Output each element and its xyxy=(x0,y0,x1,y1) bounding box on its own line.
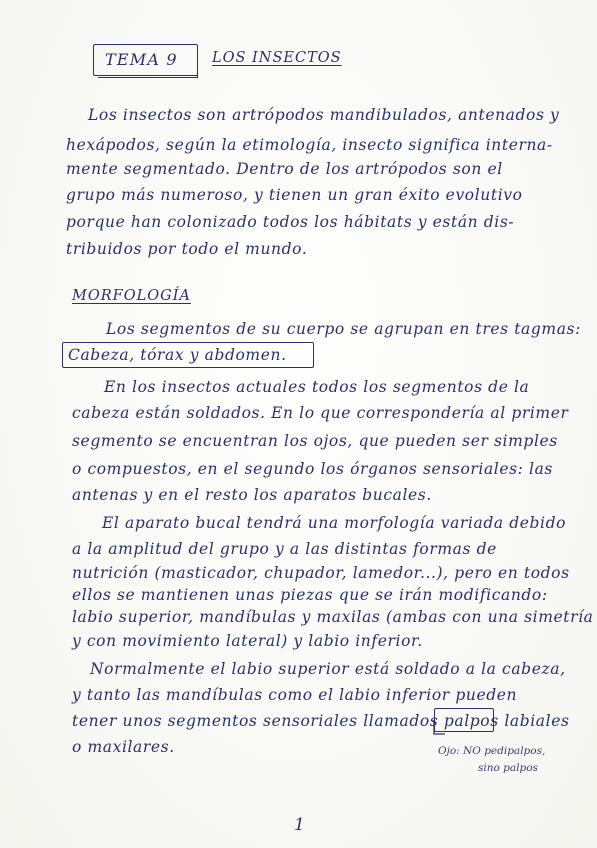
page-number: 1 xyxy=(294,815,305,835)
intro-line: Los insectos son artrópodos mandibulados, antenados y xyxy=(88,106,560,124)
topic-title: LOS INSECTOS xyxy=(212,50,342,66)
intro-line: hexápodos, según la etimología, insecto significa interna- xyxy=(66,136,553,154)
morf-line: El aparato bucal tendrá una morfología variada debido xyxy=(102,514,567,532)
morf-line: y con movimiento lateral) y labio inferior. xyxy=(72,632,423,650)
intro-line: tribuidos por todo el mundo. xyxy=(66,240,308,258)
morf-line: labio superior, mandíbulas y maxilas (ambas con una simetría xyxy=(72,608,594,626)
morf-line: Cabeza, tórax y abdomen. xyxy=(68,346,287,364)
intro-line: grupo más numeroso, y tienen un gran éxito evolutivo xyxy=(66,186,523,204)
morf-line: En los insectos actuales todos los segmentos de la xyxy=(104,378,530,396)
morf-line: tener unos segmentos sensoriales llamados palpos labiales xyxy=(72,712,570,730)
tema-label: TEMA 9 xyxy=(105,50,178,69)
arrow-down-icon xyxy=(431,720,447,738)
morf-line: a la amplitud del grupo y a las distintas formas de xyxy=(72,540,497,558)
morfologia-heading: MORFOLOGÍA xyxy=(72,288,191,304)
margin-note-line: Ojo: NO pedipalpos, xyxy=(438,745,546,757)
margin-note-line: sino palpos xyxy=(478,762,538,774)
morf-line: o compuestos, en el segundo los órganos sensoriales: las xyxy=(72,460,553,478)
intro-line: porque han colonizado todos los hábitats y están dis- xyxy=(66,213,515,231)
morf-line: antenas y en el resto los aparatos bucales. xyxy=(72,486,432,504)
morf-line: o maxilares. xyxy=(72,738,175,756)
morf-line: segmento se encuentran los ojos, que pueden ser simples xyxy=(72,432,558,450)
morf-line: nutrición (masticador, chupador, lamedor...), pero en todos xyxy=(72,564,570,582)
morf-line: Los segmentos de su cuerpo se agrupan en tres tagmas: xyxy=(106,320,581,338)
morf-line: y tanto las mandíbulas como el labio inferior pueden xyxy=(72,686,518,704)
morf-line: ellos se mantienen unas piezas que se irán modificando: xyxy=(72,586,548,604)
morf-line: cabeza están soldados. En lo que correspondería al primer xyxy=(72,404,569,422)
intro-line: mente segmentado. Dentro de los artrópodos son el xyxy=(66,160,503,178)
morf-line: Normalmente el labio superior está soldado a la cabeza, xyxy=(90,660,566,678)
